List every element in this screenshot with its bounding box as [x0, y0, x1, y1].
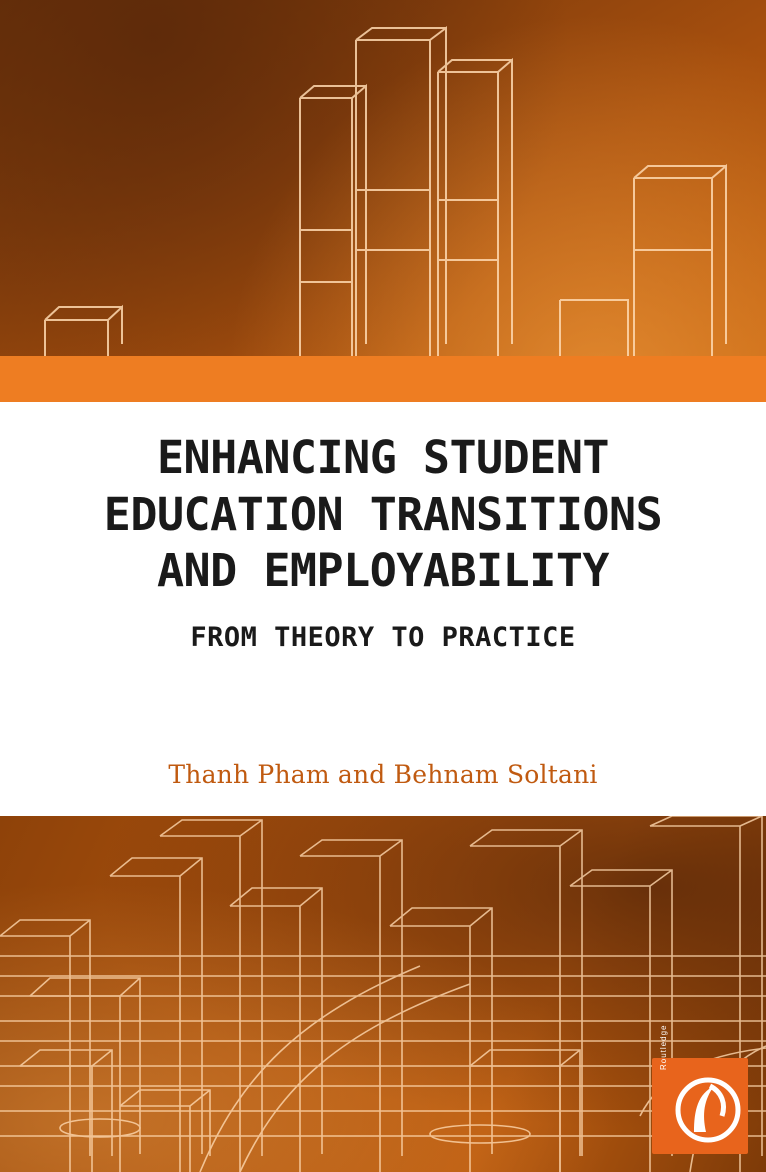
orange-divider-band — [0, 356, 766, 402]
page-title — [58, 430, 708, 600]
title-block — [0, 430, 766, 653]
publisher-logo — [652, 1024, 748, 1154]
title-line-3: AND EMPLOYABILITY — [156, 544, 610, 598]
authors: Thanh Pham and Behnam Soltani — [168, 760, 598, 789]
top-skyline-artwork — [0, 0, 766, 356]
title-area — [0, 402, 766, 816]
title-line-1: ENHANCING STUDENT — [156, 431, 610, 484]
publisher-name: Routledge — [659, 1024, 668, 1070]
bottom-city-artwork — [0, 816, 766, 1172]
subtitle: FROM THEORY TO PRACTICE — [190, 622, 576, 654]
title-line-2: EDUCATION TRANSITIONS — [103, 487, 663, 541]
